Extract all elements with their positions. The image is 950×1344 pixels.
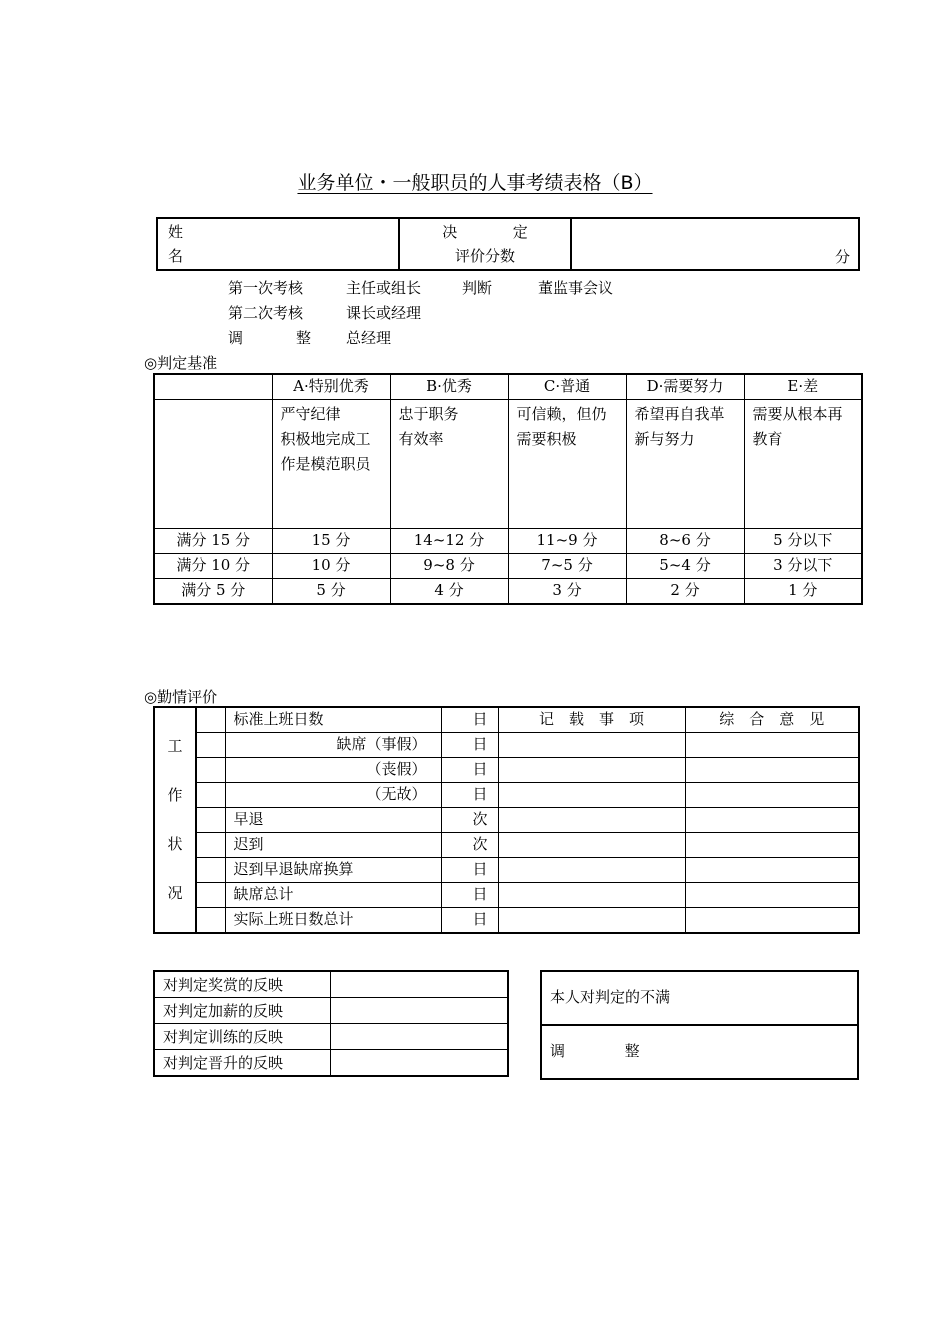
grade-header-c: C·普通 [508, 374, 626, 400]
score-row-15: 满分 15 分 15 分 14~12 分 11~9 分 8~6 分 5 分以下 [154, 529, 862, 554]
att-record-7[interactable] [498, 883, 685, 908]
review-reviewer-3: 总经理 [346, 329, 392, 347]
attendance-section-title: ◎勤情评价 [144, 688, 218, 706]
att-record-1[interactable] [498, 733, 685, 758]
att-record-3[interactable] [498, 783, 685, 808]
review-stage-3a: 调 [228, 329, 244, 347]
reflection-reward-input[interactable] [330, 971, 508, 998]
work-status-label: 工 作 状 况 [154, 707, 196, 933]
att-opinion-4[interactable] [685, 808, 859, 833]
criteria-table [153, 373, 863, 605]
grade-header-e: E·差 [744, 374, 862, 400]
decision-label-1a: 决 [442, 223, 458, 241]
criteria-corner [154, 374, 272, 400]
att-opinion-3[interactable] [685, 783, 859, 808]
att-opinion-7[interactable] [685, 883, 859, 908]
review-stage-3b: 整 [296, 329, 312, 347]
att-item-6: 迟到早退缺席换算 [225, 858, 441, 883]
adjust-cell[interactable] [541, 1025, 858, 1079]
att-item-0: 标准上班日数 [225, 707, 441, 733]
grade-desc-c: 可信赖，但仍 需要积极 [508, 400, 626, 529]
decision-label-2: 评价分数 [454, 247, 515, 265]
att-record-2[interactable] [498, 758, 685, 783]
att-item-4: 早退 [225, 808, 441, 833]
att-opinion-5[interactable] [685, 833, 859, 858]
att-item-7: 缺席总计 [225, 883, 441, 908]
grade-desc-e: 需要从根本再 教育 [744, 400, 862, 529]
criteria-section-title: ◎判定基准 [144, 354, 218, 372]
opinion-header: 综 合 意 见 [685, 707, 859, 733]
dissatisfaction-table [540, 970, 859, 1080]
score-row-5: 满分 5 分 5 分 4 分 3 分 2 分 1 分 [154, 579, 862, 605]
name-label-2: 名 [168, 247, 184, 265]
grade-header-b: B·优秀 [390, 374, 508, 400]
page-title [0, 168, 950, 195]
reflection-promotion-input[interactable] [330, 1050, 508, 1077]
att-opinion-1[interactable] [685, 733, 859, 758]
review-board: 董监事会议 [538, 279, 614, 297]
review-reviewer-2: 课长或经理 [346, 304, 422, 322]
att-item-3: （无故） [225, 783, 441, 808]
att-mark-cell[interactable] [196, 707, 225, 733]
name-label-1: 姓 [168, 223, 184, 241]
att-item-5: 迟到 [225, 833, 441, 858]
grade-header-a: A·特别优秀 [272, 374, 390, 400]
dissatisfaction-cell[interactable] [541, 971, 858, 1025]
att-opinion-8[interactable] [685, 908, 859, 934]
reflection-table [153, 970, 509, 1077]
grade-desc-d: 希望再自我革 新与努力 [626, 400, 744, 529]
grade-desc-a: 严守纪律 积极地完成工 作是模范职员 [272, 400, 390, 529]
grade-header-d: D·需要努力 [626, 374, 744, 400]
reflection-reward: 对判定奖赏的反映 [154, 971, 330, 998]
criteria-desc-blank [154, 400, 272, 529]
score-unit: 分 [834, 248, 850, 267]
score-row-10: 满分 10 分 10 分 9~8 分 7~5 分 5~4 分 3 分以下 [154, 554, 862, 579]
att-item-2: （丧假） [225, 758, 441, 783]
review-reviewer-1: 主任或组长 [346, 279, 422, 297]
review-stage-1: 第一次考核 [228, 279, 304, 297]
att-record-8[interactable] [498, 908, 685, 934]
att-record-5[interactable] [498, 833, 685, 858]
att-record-4[interactable] [498, 808, 685, 833]
decision-label-cell [399, 218, 571, 270]
grade-desc-b: 忠于职务 有效率 [390, 400, 508, 529]
att-record-6[interactable] [498, 858, 685, 883]
header-table [156, 217, 860, 271]
reflection-training-input[interactable] [330, 1024, 508, 1050]
name-cell[interactable] [157, 218, 399, 270]
review-judge: 判断 [462, 279, 493, 297]
page-title-text: 业务单位・一般职员的人事考绩表格（B） [297, 172, 653, 194]
review-stages [0, 277, 950, 357]
reflection-promotion: 对判定晋升的反映 [154, 1050, 330, 1077]
att-unit-0: 日 [441, 707, 498, 733]
decision-label-1b: 定 [512, 223, 528, 241]
att-item-8: 实际上班日数总计 [225, 908, 441, 934]
adjust-label-b: 整 [624, 1042, 640, 1061]
dissatisfaction-label: 本人对判定的不满 [550, 988, 671, 1007]
reflection-raise-input[interactable] [330, 998, 508, 1024]
att-opinion-2[interactable] [685, 758, 859, 783]
att-opinion-6[interactable] [685, 858, 859, 883]
attendance-table: 工 作 状 况 标准上班日数 日 记 载 事 项 综 合 意 见 缺席（事假） 日 （丧假） 日 （无故） 日 早退 次 迟到 次 迟到早退缺席换算 日 缺席总计 日 实际上班日数总计 日 [153, 706, 860, 934]
reflection-raise: 对判定加薪的反映 [154, 998, 330, 1024]
record-header: 记 载 事 项 [498, 707, 685, 733]
review-stage-2: 第二次考核 [228, 304, 304, 322]
att-item-1: 缺席（事假） [225, 733, 441, 758]
reflection-training: 对判定训练的反映 [154, 1024, 330, 1050]
score-cell[interactable] [571, 218, 859, 270]
adjust-label-a: 调 [550, 1042, 566, 1061]
